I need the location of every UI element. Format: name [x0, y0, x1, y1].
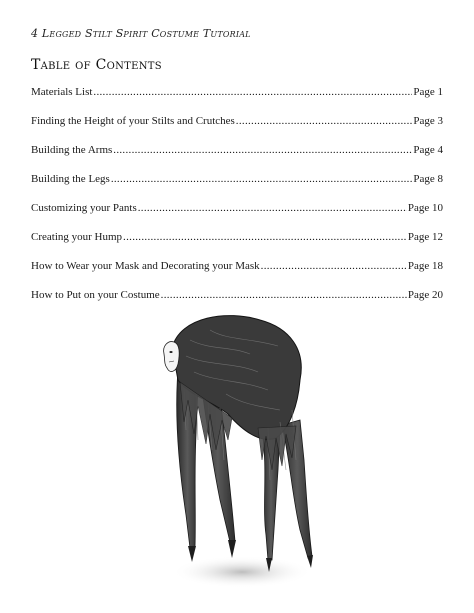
table-of-contents	[31, 86, 443, 318]
toc-entry[interactable]	[31, 144, 443, 173]
toc-entry-label: Building the Legs	[31, 173, 110, 185]
back-leg-right	[282, 420, 312, 558]
toc-entry-page: Page 1	[413, 86, 443, 98]
toc-entry-page: Page 10	[407, 202, 443, 214]
toc-entry-label: Creating your Hump	[31, 231, 123, 243]
toc-entry[interactable]	[31, 173, 443, 202]
toc-heading: Table of Contents	[31, 57, 162, 73]
toc-entry-label: Finding the Height of your Stilts and Crutches	[31, 115, 235, 127]
toc-leader-dots	[113, 144, 412, 156]
toc-entry[interactable]	[31, 202, 443, 231]
toc-leader-dots	[261, 260, 407, 272]
toc-entry-page: Page 20	[407, 289, 443, 301]
toc-entry[interactable]	[31, 115, 443, 144]
toc-entry-page: Page 8	[413, 173, 443, 185]
ground-shadow	[172, 556, 312, 588]
toc-entry[interactable]	[31, 231, 443, 260]
toc-entry-page: Page 3	[413, 115, 443, 127]
toc-entry-label: How to Put on your Costume	[31, 289, 160, 301]
toc-entry-label: How to Wear your Mask and Decorating your Mask	[31, 260, 260, 272]
toc-entry-label: Building the Arms	[31, 144, 113, 156]
toc-entry-page: Page 4	[413, 144, 443, 156]
document-header: 4 Legged Stilt Spirit Costume Tutorial	[31, 27, 251, 40]
toc-entry[interactable]	[31, 260, 443, 289]
toc-entry-page: Page 18	[407, 260, 443, 272]
toc-leader-dots	[138, 202, 407, 214]
toc-entry-label: Customizing your Pants	[31, 202, 137, 214]
toc-leader-dots	[93, 86, 412, 98]
toc-leader-dots	[236, 115, 413, 127]
toc-entry-page: Page 12	[407, 231, 443, 243]
white-mask	[164, 342, 180, 372]
toc-leader-dots	[123, 231, 407, 243]
stilt-spirit-costume-illustration	[150, 310, 330, 595]
toc-entry-label: Materials List	[31, 86, 93, 98]
toc-leader-dots	[161, 289, 407, 301]
toc-leader-dots	[111, 173, 413, 185]
toc-entry[interactable]	[31, 86, 443, 115]
mask-eye	[169, 351, 172, 353]
